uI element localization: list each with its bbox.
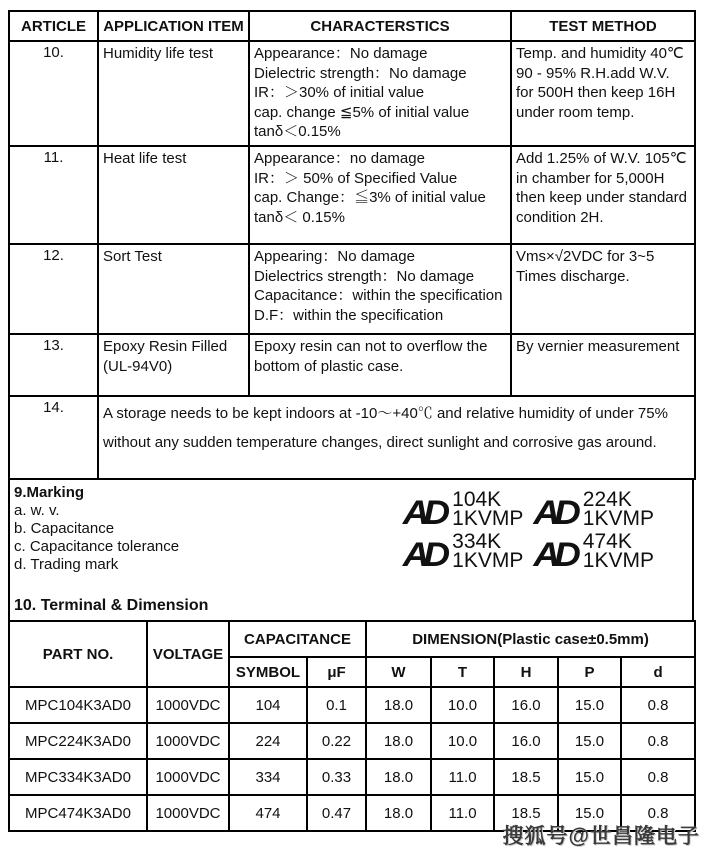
- mark-text: [452, 532, 523, 570]
- storage-note: [98, 396, 695, 479]
- characteristic-line: tanδ＜0.15%: [254, 123, 341, 140]
- table-row: [9, 244, 695, 334]
- test-method-cell: [511, 244, 695, 334]
- marking-section: [8, 478, 694, 620]
- application-item: [98, 244, 249, 334]
- symbol-cell: 474: [229, 795, 307, 831]
- symbol-cell: 104: [229, 687, 307, 723]
- voltage-cell: 1000VDC: [147, 759, 229, 795]
- watermark: 搜狐号@世昌隆电子: [502, 825, 700, 848]
- test-method-line: Add 1.25% of W.V. 105℃: [516, 150, 687, 167]
- h-cell: 18.5: [494, 795, 558, 831]
- p-header: P: [558, 657, 621, 687]
- test-method-line: Times discharge.: [516, 267, 630, 285]
- test-method-line: for 500H then keep 16H: [516, 84, 676, 101]
- w-cell: 18.0: [366, 723, 431, 759]
- t-cell: 10.0: [431, 687, 494, 723]
- article-number: 12.: [9, 244, 98, 334]
- part-no-header: PART NO.: [9, 621, 147, 687]
- test-method-line: condition 2H.: [516, 208, 604, 226]
- marking-item-wv: a. w. v.: [14, 502, 60, 519]
- characteristic-line: Capacitance：within the specification: [254, 287, 503, 304]
- test-method-line: Temp. and humidity 40℃: [516, 45, 684, 62]
- voltage-cell: 1000VDC: [147, 795, 229, 831]
- mark-voltage: 1KVMP: [582, 549, 654, 572]
- column-header-characteristics: CHARACTERSTICS: [249, 11, 511, 41]
- h-cell: 18.5: [494, 759, 558, 795]
- article-number: 13.: [9, 334, 98, 396]
- mark-text: [452, 490, 523, 528]
- table-row: [9, 723, 695, 759]
- d-cell: 0.8: [621, 723, 695, 759]
- voltage-cell: 1000VDC: [147, 723, 229, 759]
- mark-code: 334K: [452, 530, 502, 553]
- table-row: [9, 146, 695, 244]
- test-method-cell: [511, 41, 695, 146]
- mark-code: 104K: [452, 488, 502, 511]
- t-header: T: [431, 657, 494, 687]
- t-cell: 11.0: [431, 795, 494, 831]
- characteristics-cell: [249, 334, 511, 396]
- p-cell: 15.0: [558, 687, 621, 723]
- storage-note-line: A storage needs to be kept indoors at -10～+40℃ and relative humidity of under 75%: [103, 405, 668, 422]
- article-number: 14.: [9, 396, 98, 479]
- test-method-cell: [511, 146, 695, 244]
- ad-logo: AD: [533, 535, 575, 574]
- storage-note-line: without any sudden temperature changes, direct sunlight and corrosive gas around.: [103, 434, 657, 451]
- capacitor-mark: [402, 530, 524, 574]
- characteristic-line: bottom of plastic case.: [254, 357, 404, 375]
- part-no-cell: MPC334K3AD0: [9, 759, 147, 795]
- symbol-header: SYMBOL: [229, 657, 307, 687]
- uf-header: μF: [307, 657, 366, 687]
- h-header: H: [494, 657, 558, 687]
- capacitance-header: CAPACITANCE: [229, 621, 366, 657]
- test-method-line: then keep under standard: [516, 189, 687, 206]
- mark-text: [583, 490, 654, 528]
- w-cell: 18.0: [366, 687, 431, 723]
- test-method-line: in chamber for 5,000H: [516, 169, 665, 187]
- characteristic-line: Appearance：No damage: [254, 45, 428, 62]
- application-item-line: Epoxy Resin Filled: [103, 338, 228, 355]
- voltage-cell: 1000VDC: [147, 687, 229, 723]
- test-method-line: 90 - 95% R.H.add W.V.: [516, 64, 670, 82]
- capacitor-mark: [533, 530, 654, 574]
- part-no-cell: MPC104K3AD0: [9, 687, 147, 723]
- application-item-line: Heat life test: [103, 150, 187, 167]
- voltage-header: VOLTAGE: [147, 621, 229, 687]
- characteristic-line: Appearing：No damage: [254, 248, 415, 265]
- column-header-article: ARTICLE: [9, 11, 98, 41]
- marking-heading: 9.Marking: [14, 484, 85, 501]
- w-header: W: [366, 657, 431, 687]
- h-cell: 16.0: [494, 687, 558, 723]
- test-method-line: Vms×√2VDC for 3~5: [516, 248, 655, 265]
- d-cell: 0.8: [621, 759, 695, 795]
- application-item-line: Humidity life test: [103, 45, 214, 62]
- uf-cell: 0.47: [307, 795, 366, 831]
- p-cell: 15.0: [558, 795, 621, 831]
- part-no-cell: MPC474K3AD0: [9, 795, 147, 831]
- d-cell: 0.8: [621, 687, 695, 723]
- p-cell: 15.0: [558, 759, 621, 795]
- symbol-cell: 334: [229, 759, 307, 795]
- characteristic-line: tanδ＜ 0.15%: [254, 208, 345, 226]
- table-row: [9, 334, 695, 396]
- marks-grid: [402, 488, 654, 574]
- uf-cell: 0.33: [307, 759, 366, 795]
- table-row: [9, 687, 695, 723]
- mark-voltage: 1KVMP: [452, 549, 524, 572]
- marking-item-tolerance: c. Capacitance tolerance: [14, 538, 180, 555]
- ad-logo: AD: [402, 493, 445, 532]
- symbol-cell: 224: [229, 723, 307, 759]
- application-item-line: Sort Test: [103, 248, 162, 265]
- test-method-cell: [511, 334, 695, 396]
- table-row: [9, 41, 695, 146]
- application-item: [98, 41, 249, 146]
- mark-voltage: 1KVMP: [582, 507, 654, 530]
- characteristic-line: Dielectric strength：No damage: [254, 64, 467, 82]
- spec-header-row: [9, 11, 695, 41]
- characteristics-cell: [249, 41, 511, 146]
- mark-voltage: 1KVMP: [452, 507, 524, 530]
- article-number: 11.: [9, 146, 98, 244]
- storage-row: [9, 396, 695, 479]
- dimension-header-row-1: [9, 621, 695, 657]
- mark-code: 224K: [582, 488, 632, 511]
- mark-text: [583, 532, 654, 570]
- w-cell: 18.0: [366, 795, 431, 831]
- characteristic-line: cap. change ≦5% of initial value: [254, 103, 470, 121]
- characteristic-line: cap. Change：≦3% of initial value: [254, 189, 486, 206]
- table-row: [9, 759, 695, 795]
- characteristic-line: IR：＞ 50% of Specified Value: [254, 169, 458, 187]
- dimension-header: DIMENSION(Plastic case±0.5mm): [366, 621, 695, 657]
- spec-table: [8, 10, 696, 480]
- test-method-line: By vernier measurement: [516, 338, 680, 355]
- terminal-dimension-heading: 10. Terminal & Dimension: [14, 597, 209, 614]
- dimension-table: [8, 620, 696, 832]
- p-cell: 15.0: [558, 723, 621, 759]
- mark-code: 474K: [582, 530, 632, 553]
- marking-item-capacitance: b. Capacitance: [14, 520, 115, 537]
- test-method-line: under room temp.: [516, 103, 635, 121]
- characteristic-line: Appearance：no damage: [254, 150, 425, 167]
- part-no-cell: MPC224K3AD0: [9, 723, 147, 759]
- application-item: [98, 146, 249, 244]
- characteristics-cell: [249, 244, 511, 334]
- marking-item-trading-mark: d. Trading mark: [14, 556, 119, 573]
- characteristic-line: D.F：within the specification: [254, 306, 444, 324]
- spec-rows: [9, 41, 695, 396]
- characteristics-cell: [249, 146, 511, 244]
- ad-logo: AD: [533, 493, 575, 532]
- capacitor-mark: [533, 488, 654, 532]
- w-cell: 18.0: [366, 759, 431, 795]
- t-cell: 11.0: [431, 759, 494, 795]
- application-item-line: (UL-94V0): [103, 358, 173, 375]
- article-number: 10.: [9, 41, 98, 146]
- uf-cell: 0.1: [307, 687, 366, 723]
- column-header-application-item: APPLICATION ITEM: [98, 11, 249, 41]
- application-item: [98, 334, 249, 396]
- dimension-rows: [9, 687, 695, 831]
- characteristic-line: IR：＞30% of initial value: [254, 84, 425, 101]
- characteristic-line: Dielectrics strength：No damage: [254, 267, 475, 285]
- capacitor-mark: [402, 488, 524, 532]
- ad-logo: AD: [402, 535, 445, 574]
- t-cell: 10.0: [431, 723, 494, 759]
- uf-cell: 0.22: [307, 723, 366, 759]
- column-header-test-method: TEST METHOD: [511, 11, 695, 41]
- d-header: d: [621, 657, 695, 687]
- characteristic-line: Epoxy resin can not to overflow the: [254, 338, 488, 355]
- h-cell: 16.0: [494, 723, 558, 759]
- d-cell: 0.8: [621, 795, 695, 831]
